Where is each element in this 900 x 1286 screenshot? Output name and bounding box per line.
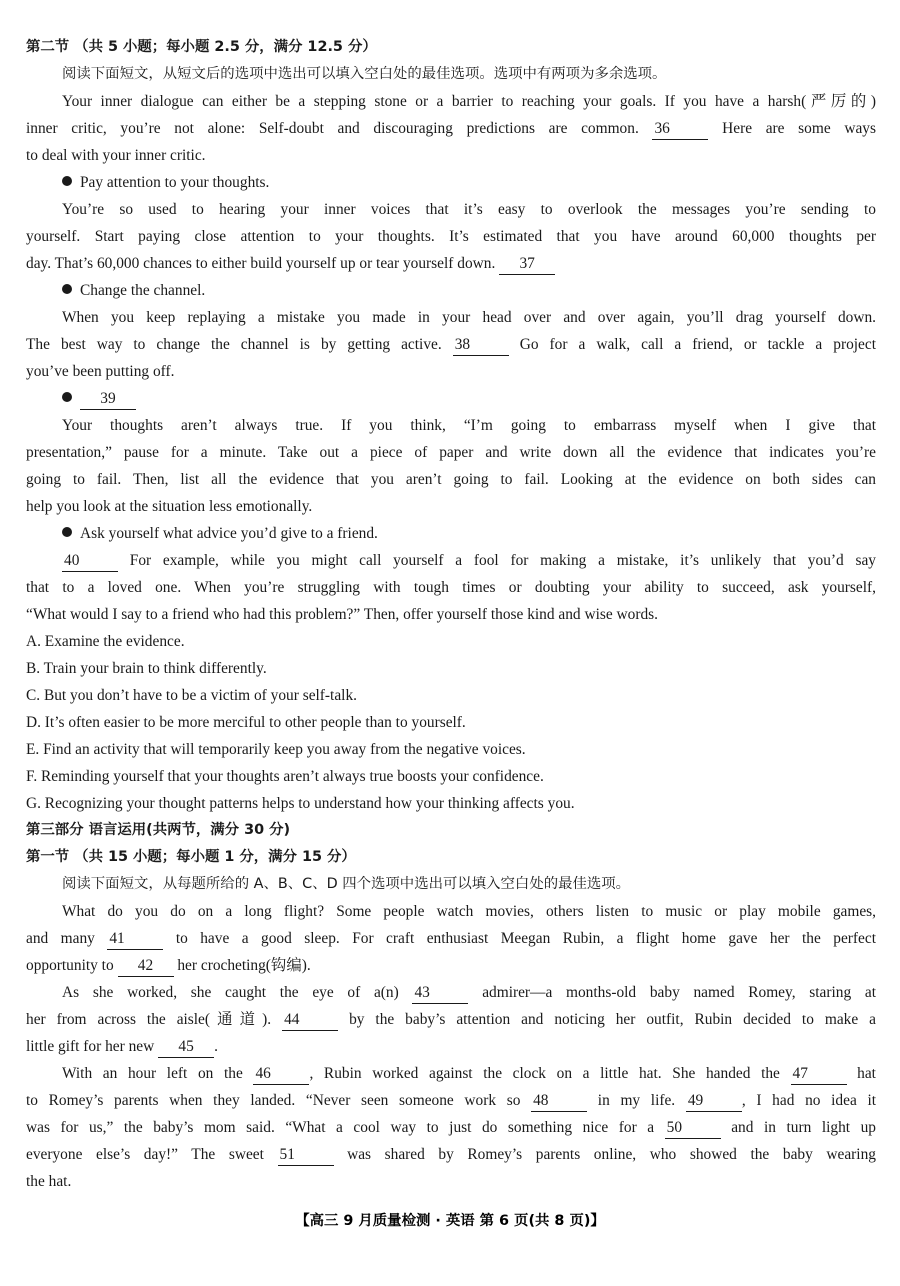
passage-line: presentation,” pause for a minute. Take out a piece of paper and write down all the evidence that indicates you’re bbox=[26, 444, 876, 461]
bullet-heading: Change the channel. bbox=[26, 277, 876, 304]
blank-39: 39 bbox=[80, 389, 136, 410]
passage-line: day. That’s 60,000 chances to either build yourself up or tear yourself down. 37 bbox=[26, 250, 876, 277]
section2-heading: 第二节 （共 5 小题；每小题 2.5 分，满分 12.5 分） bbox=[26, 39, 377, 55]
blank-41: 41 bbox=[107, 929, 163, 950]
passage-line: help you look at the situation less emotionally. bbox=[26, 498, 313, 515]
passage-line: yourself. Start paying close attention to your thoughts. It’s estimated that you have around 60,000 thoughts per bbox=[26, 228, 876, 245]
passage-line: “What would I say to a friend who had this problem?” Then, offer yourself those kind and wise words. bbox=[26, 606, 658, 623]
bullet-heading bbox=[26, 385, 876, 412]
blank-43: 43 bbox=[412, 983, 468, 1004]
blank-36: 36 bbox=[652, 119, 708, 140]
part3-heading: 第三部分 语言运用(共两节，满分 30 分) bbox=[26, 822, 291, 838]
bullet-icon bbox=[62, 284, 72, 294]
passage-line: opportunity to 42 her crocheting(钩编). bbox=[26, 952, 876, 979]
page-footer: 【高三 9 月质量检测 · 英语 第 6 页(共 8 页)】 bbox=[295, 1213, 605, 1229]
passage-line: The best way to change the channel is by getting active. 38 Go for a walk, call a friend, or tackle a project bbox=[26, 331, 876, 358]
blank-48: 48 bbox=[531, 1091, 587, 1112]
blank-51: 51 bbox=[278, 1145, 334, 1166]
option-a: A. Examine the evidence. bbox=[26, 633, 185, 650]
option-b: B. Train your brain to think differently. bbox=[26, 660, 267, 677]
bullet-icon bbox=[62, 176, 72, 186]
blank-40: 40 bbox=[62, 551, 118, 572]
blank-38: 38 bbox=[453, 335, 509, 356]
passage-line: her from across the aisle(通道). 44 by the baby’s attention and noticing her outfit, Rubin decided to make a bbox=[26, 1006, 876, 1033]
passage-line: going to fail. Then, list all the evidence that you aren’t going to fail. Looking at the evidence on both sides can bbox=[26, 471, 876, 488]
passage-line: you’ve been putting off. bbox=[26, 363, 175, 380]
part3-sub-heading: 第一节 （共 15 小题；每小题 1 分，满分 15 分） bbox=[26, 849, 356, 865]
passage-line: and many 41 to have a good sleep. For craft enthusiast Meegan Rubin, a flight home gave her the perfect bbox=[26, 925, 876, 952]
blank-44: 44 bbox=[282, 1010, 338, 1031]
passage-line: that to a loved one. When you’re struggling with tough times or doubting your ability to succeed, ask yourself, bbox=[26, 579, 876, 596]
blank-45: 45 bbox=[158, 1037, 214, 1058]
passage-line: the hat. bbox=[26, 1173, 72, 1190]
blank-47: 47 bbox=[791, 1064, 847, 1085]
passage-line: With an hour left on the 46 , Rubin worked against the clock on a little hat. She handed the 47 hat bbox=[26, 1060, 876, 1087]
section2-instruction: 阅读下面短文，从短文后的选项中选出可以填入空白处的最佳选项。选项中有两项为多余选项。 bbox=[62, 66, 667, 82]
blank-49: 49 bbox=[686, 1091, 742, 1112]
bullet-icon bbox=[62, 392, 72, 402]
bullet-icon bbox=[62, 527, 72, 537]
passage-line: As she worked, she caught the eye of a(n) 43 admirer—a months-old baby named Romey, staring at bbox=[26, 979, 876, 1006]
part3-instruction: 阅读下面短文，从每题所给的 A、B、C、D 四个选项中选出可以填入空白处的最佳选项。 bbox=[62, 876, 631, 892]
passage-line: Your thoughts aren’t always true. If you think, “I’m going to embarrass myself when I give that bbox=[62, 417, 876, 434]
passage-line: was for us,” the baby’s mom said. “What a cool way to just do something nice for a 50 and in turn light up bbox=[26, 1114, 876, 1141]
passage-line: everyone else’s day!” The sweet 51 was shared by Romey’s parents online, who showed the baby wearing bbox=[26, 1141, 876, 1168]
blank-42: 42 bbox=[118, 956, 174, 977]
option-f: F. Reminding yourself that your thoughts aren’t always true boosts your confidence. bbox=[26, 768, 544, 785]
bullet-heading: Pay attention to your thoughts. bbox=[26, 169, 876, 196]
option-e: E. Find an activity that will temporarily keep you away from the negative voices. bbox=[26, 741, 526, 758]
passage-line: You’re so used to hearing your inner voices that it’s easy to overlook the messages you’re sending to bbox=[62, 201, 876, 218]
passage-line: to Romey’s parents when they landed. “Never seen someone work so 48 in my life. 49 , I had no idea it bbox=[26, 1087, 876, 1114]
passage-line: Your inner dialogue can either be a stepping stone or a barrier to reaching your goals. If you have a harsh(严厉的) bbox=[62, 93, 876, 110]
blank-37: 37 bbox=[499, 254, 555, 275]
option-d: D. It’s often easier to be more merciful to other people than to yourself. bbox=[26, 714, 466, 731]
passage-line: to deal with your inner critic. bbox=[26, 147, 206, 164]
option-g: G. Recognizing your thought patterns helps to understand how your thinking affects you. bbox=[26, 795, 575, 812]
passage-line: inner critic, you’re not alone: Self-doubt and discouraging predictions are common. 36 Here are some ways bbox=[26, 115, 876, 142]
blank-50: 50 bbox=[665, 1118, 721, 1139]
blank-46: 46 bbox=[253, 1064, 309, 1085]
bullet-heading: Ask yourself what advice you’d give to a friend. bbox=[26, 520, 876, 547]
passage-line: When you keep replaying a mistake you made in your head over and over again, you’ll drag yourself down. bbox=[62, 309, 876, 326]
passage-line: 40 For example, while you might call yourself a fool for making a mistake, it’s unlikely that you’d say bbox=[26, 547, 876, 574]
passage-line: What do you do on a long flight? Some people watch movies, others listen to music or play mobile games, bbox=[62, 903, 876, 920]
passage-line: little gift for her new 45 . bbox=[26, 1033, 876, 1060]
option-c: C. But you don’t have to be a victim of your self-talk. bbox=[26, 687, 357, 704]
